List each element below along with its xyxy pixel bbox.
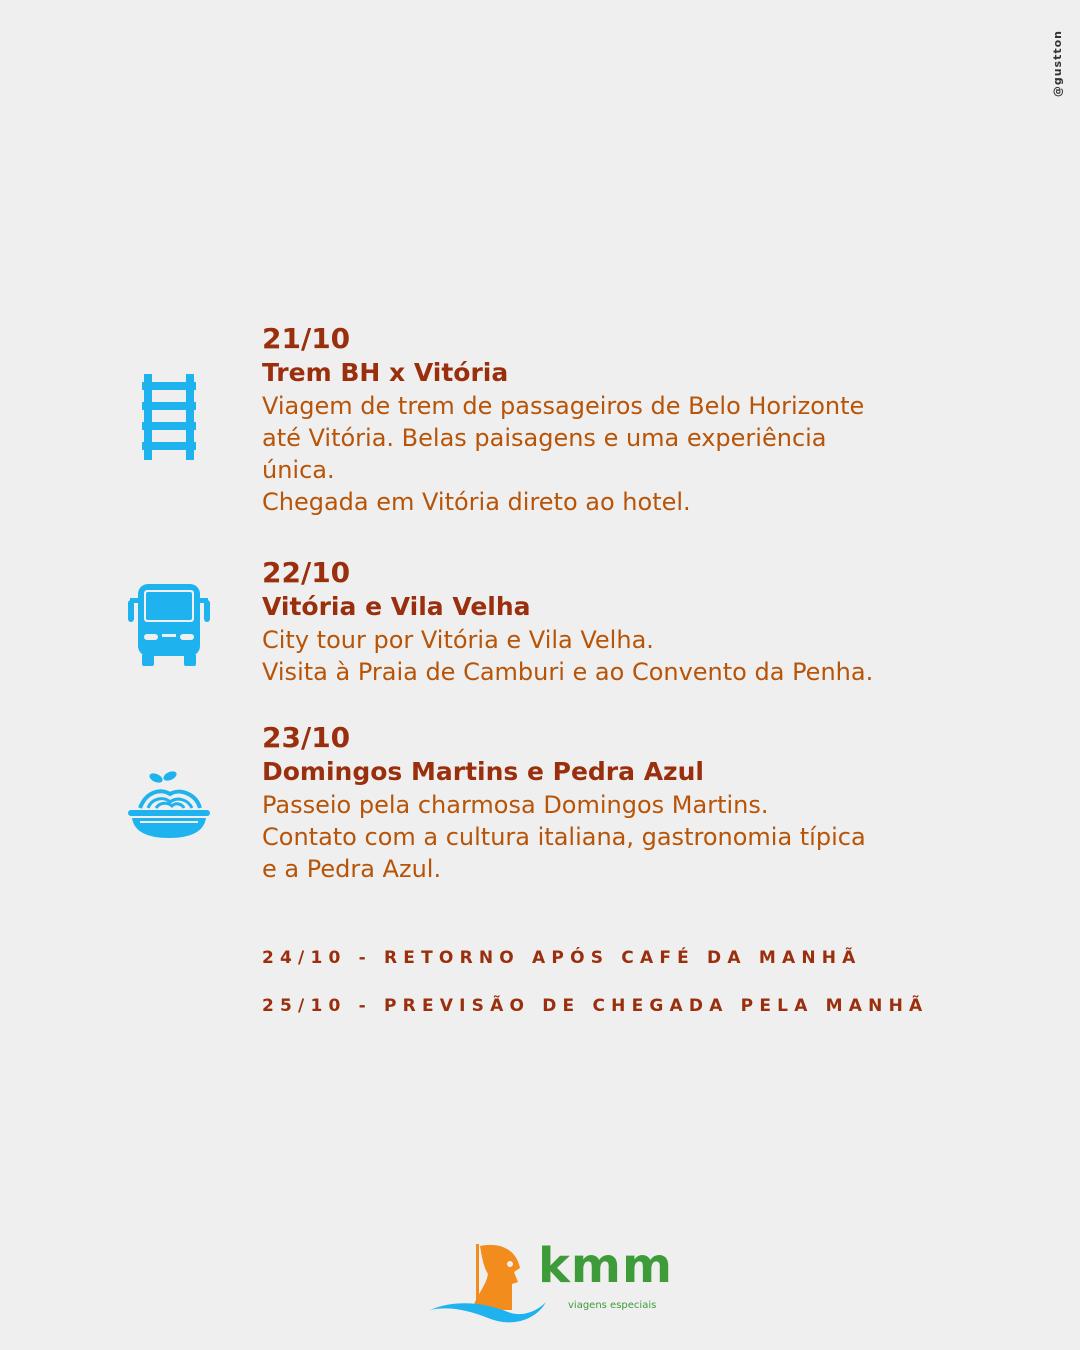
day-date: 21/10 [262, 322, 351, 355]
train-track-icon [126, 374, 212, 460]
day-description [262, 624, 982, 688]
description-line: Contato com a cultura italiana, gastronomia típica [262, 823, 866, 851]
pasta-bowl-icon [126, 770, 212, 840]
description-line: Visita à Praia de Camburi e ao Convento da Penha. [262, 658, 874, 686]
kmm-logo [428, 1238, 673, 1328]
day-title: Trem BH x Vitória [262, 358, 509, 387]
day-description [262, 789, 982, 885]
day-date: 23/10 [262, 721, 351, 754]
credit-handle: @gustton [1051, 30, 1064, 98]
logo-tagline: viagens especiais [568, 1300, 657, 1311]
logo-name: kmm [538, 1238, 673, 1294]
description-line: única. [262, 456, 335, 484]
description-line: Viagem de trem de passageiros de Belo Horizonte [262, 392, 865, 420]
description-line: Chegada em Vitória direto ao hotel. [262, 488, 691, 516]
logo-emblem-icon [428, 1238, 548, 1328]
day-description [262, 390, 982, 518]
day-date: 22/10 [262, 556, 351, 589]
description-line: Passeio pela charmosa Domingos Martins. [262, 791, 769, 819]
arrival-note: 25/10 - PREVISÃO DE CHEGADA PELA MANHÃ [262, 996, 929, 1016]
description-line: até Vitória. Belas paisagens e uma experiência [262, 424, 827, 452]
description-line: City tour por Vitória e Vila Velha. [262, 626, 654, 654]
day-title: Vitória e Vila Velha [262, 592, 531, 621]
return-note: 24/10 - RETORNO APÓS CAFÉ DA MANHÃ [262, 948, 862, 968]
bus-icon [126, 584, 212, 668]
day-title: Domingos Martins e Pedra Azul [262, 757, 704, 786]
description-line: e a Pedra Azul. [262, 855, 442, 883]
